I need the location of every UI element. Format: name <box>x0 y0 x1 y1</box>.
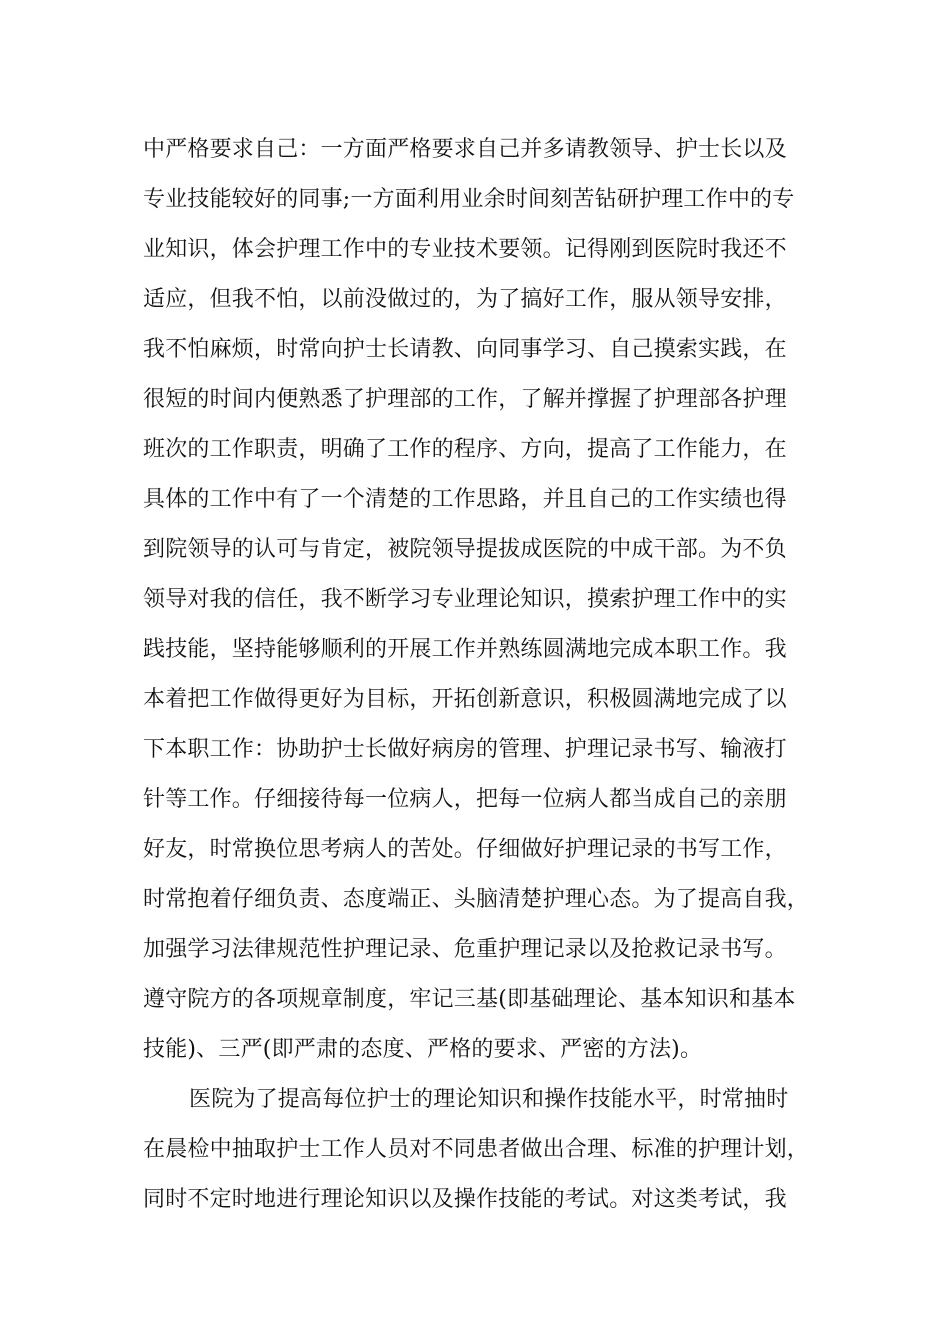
text-line: 针等工作。仔细接待每一位病人，把每一位病人都当成自己的亲朋 <box>143 787 787 812</box>
text-line: 好友，时常换位思考病人的苦处。仔细做好护理记录的书写工作， <box>143 837 787 862</box>
text-line: 同时不定时地进行理论知识以及操作技能的考试。对这类考试，我 <box>143 1187 787 1212</box>
text-line: 到院领导的认可与肯定，被院领导提拔成医院的中成干部。为不负 <box>143 537 787 562</box>
text-line: 时常抱着仔细负责、态度端正、头脑清楚护理心态。为了提高自我， <box>143 887 810 912</box>
text-line: 中严格要求自己：一方面严格要求自己并多请教领导、护士长以及 <box>143 137 787 162</box>
text-line: 下本职工作：协助护士长做好病房的管理、护理记录书写、输液打 <box>143 737 787 762</box>
text-line: 具体的工作中有了一个清楚的工作思路，并且自己的工作实绩也得 <box>143 487 787 512</box>
text-line: 医院为了提高每位护士的理论知识和操作技能水平，时常抽时 <box>189 1087 789 1112</box>
paragraph-2 <box>143 1075 823 1225</box>
text-line: 适应，但我不怕，以前没做过的，为了搞好工作，服从领导安排， <box>143 287 787 312</box>
text-line: 践技能，坚持能够顺利的开展工作并熟练圆满地完成本职工作。我 <box>143 637 787 662</box>
text-line: 加强学习法律规范性护理记录、危重护理记录以及抢救记录书写。 <box>143 937 787 962</box>
text-line: 技能)、三严(即严肃的态度、严格的要求、严密的方法)。 <box>143 1037 703 1062</box>
text-line: 专业技能较好的同事;一方面利用业余时间刻苦钻研护理工作中的专 <box>143 187 795 212</box>
text-line: 遵守院方的各项规章制度，牢记三基(即基础理论、基本知识和基本 <box>143 987 796 1012</box>
document-body <box>143 125 823 1225</box>
text-line: 很短的时间内便熟悉了护理部的工作，了解并撑握了护理部各护理 <box>143 387 787 412</box>
text-line: 班次的工作职责，明确了工作的程序、方向，提高了工作能力，在 <box>143 437 787 462</box>
text-line: 本着把工作做得更好为目标，开拓创新意识，积极圆满地完成了以 <box>143 687 787 712</box>
text-line: 我不怕麻烦，时常向护士长请教、向同事学习、自己摸索实践，在 <box>143 337 787 362</box>
text-line: 业知识，体会护理工作中的专业技术要领。记得刚到医院时我还不 <box>143 237 787 262</box>
text-line: 领导对我的信任，我不断学习专业理论知识，摸索护理工作中的实 <box>143 587 787 612</box>
paragraph-1 <box>143 125 823 1075</box>
text-line: 在晨检中抽取护士工作人员对不同患者做出合理、标准的护理计划， <box>143 1137 810 1162</box>
